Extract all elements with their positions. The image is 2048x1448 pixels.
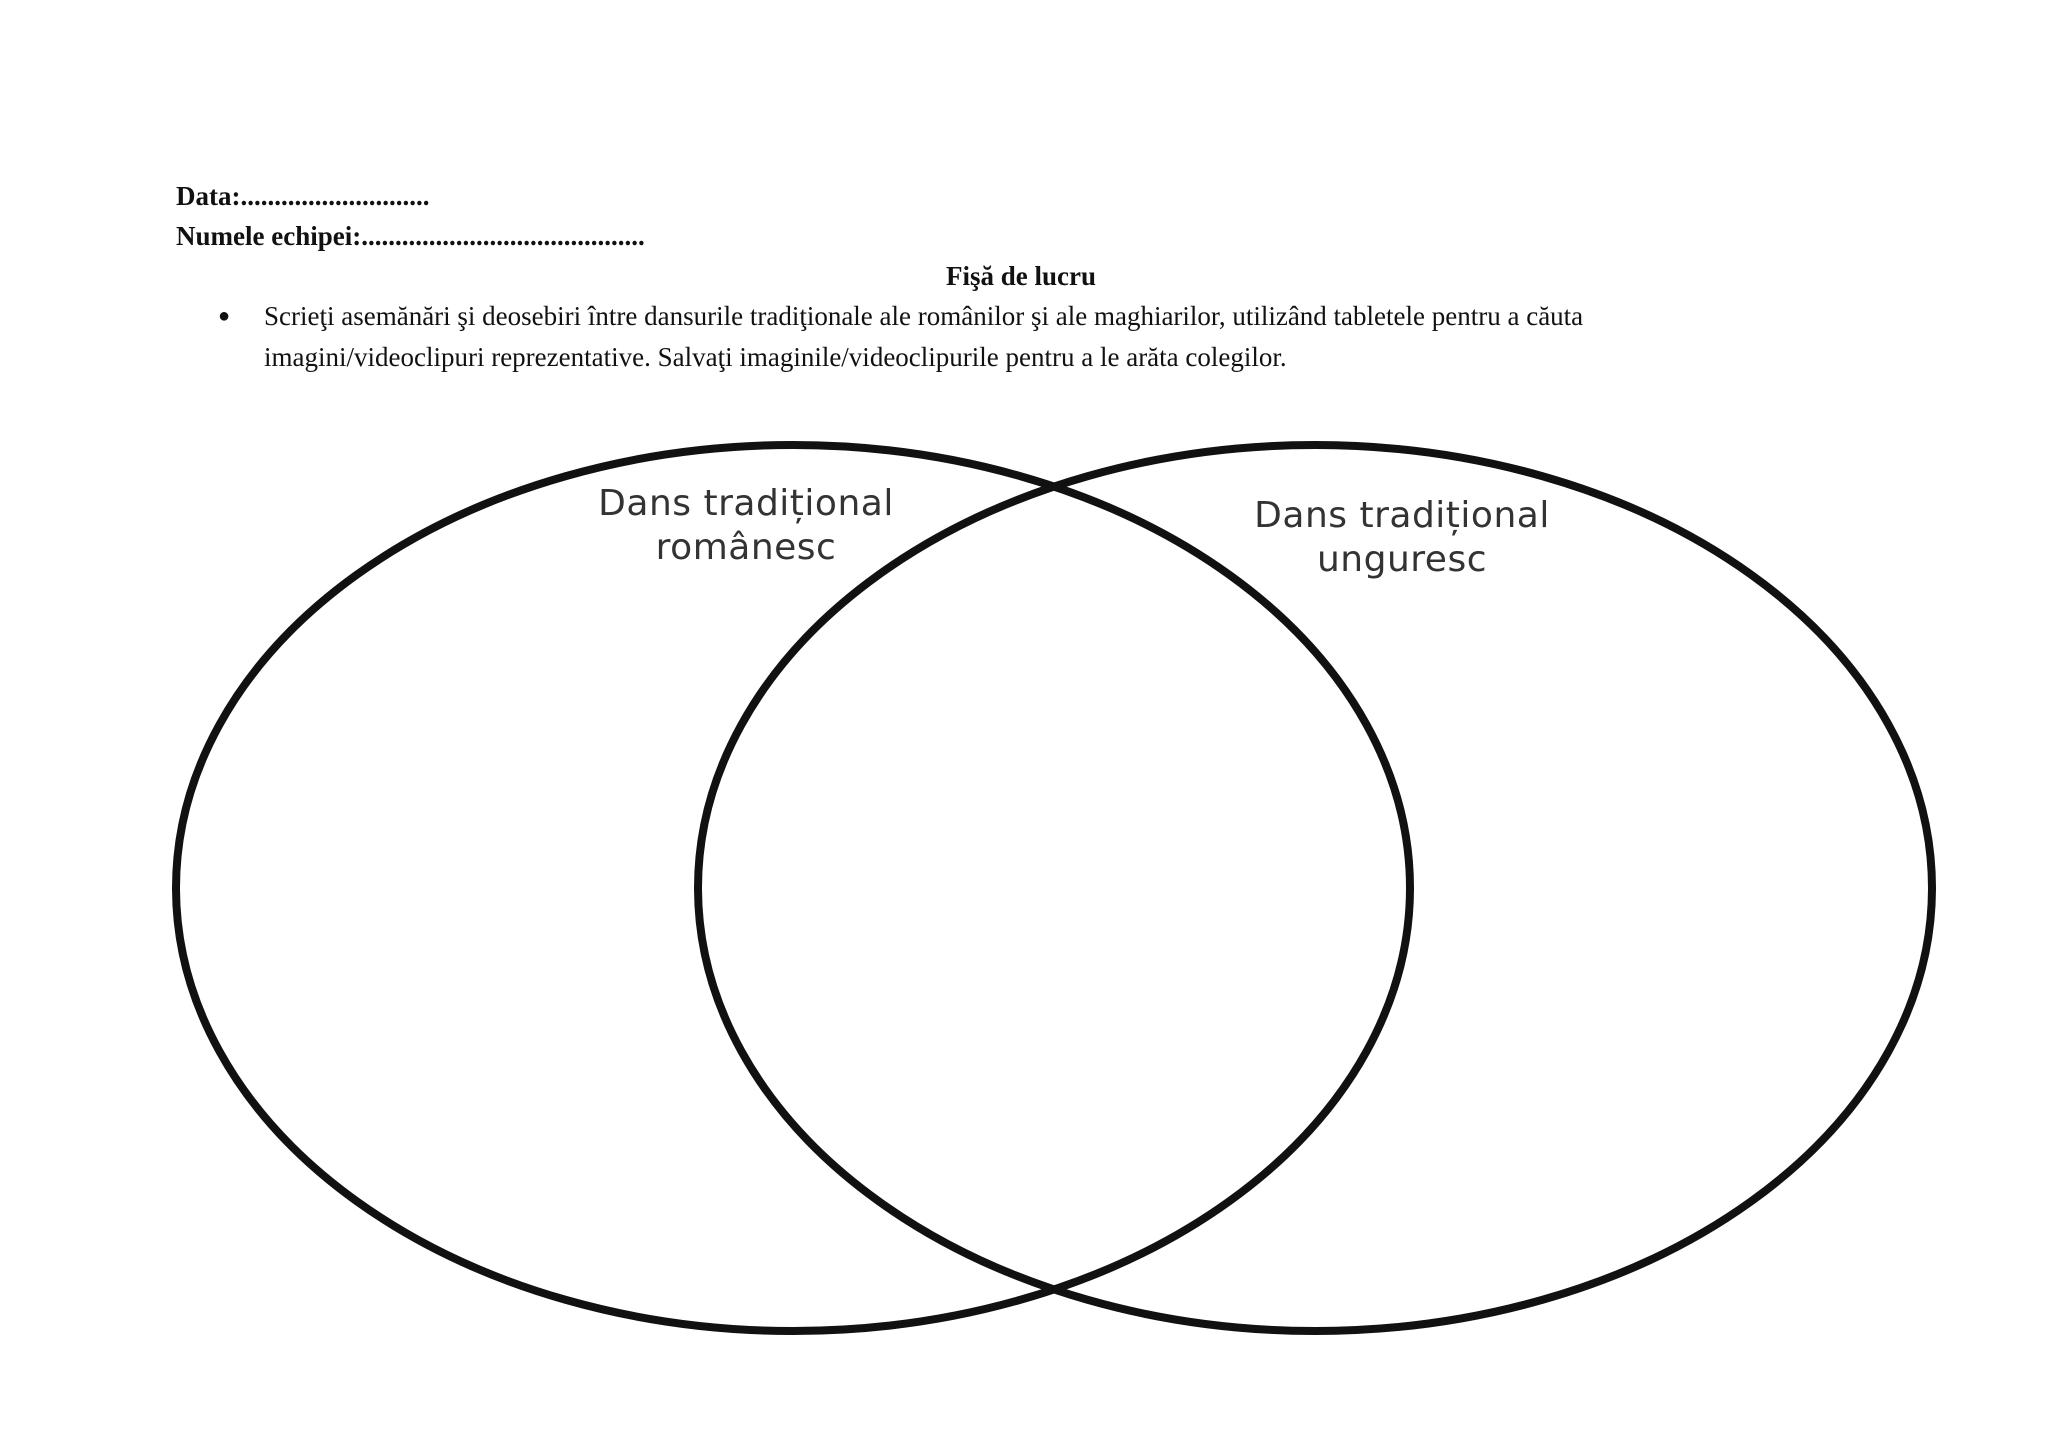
team-name-field[interactable]: Numele echipei:..........................................	[176, 221, 645, 251]
venn-right-label-line1: Dans tradițional	[1254, 495, 1550, 536]
venn-right-circle[interactable]	[698, 445, 1932, 1331]
venn-left-label-line1: Dans tradițional	[598, 483, 894, 524]
venn-right-label-line2: unguresc	[1316, 539, 1488, 580]
bullet-dot-icon: ●	[218, 305, 231, 327]
instruction-text: Scrieţi asemănări şi deosebiri între dansurile tradiţionale ale românilor şi ale maghiarilor, utilizând tabletele pentru a căuta imagini/videoclipuri reprezentative. Salvaţi imaginile/videoclipurile pentru a le arăta colegilor.	[264, 301, 1584, 372]
venn-left-circle[interactable]	[176, 445, 1410, 1331]
date-field[interactable]: Data:............................	[176, 181, 430, 211]
venn-left-label-line2: românesc	[655, 527, 837, 568]
worksheet-title-text: Fişă de lucru	[945, 261, 1096, 291]
